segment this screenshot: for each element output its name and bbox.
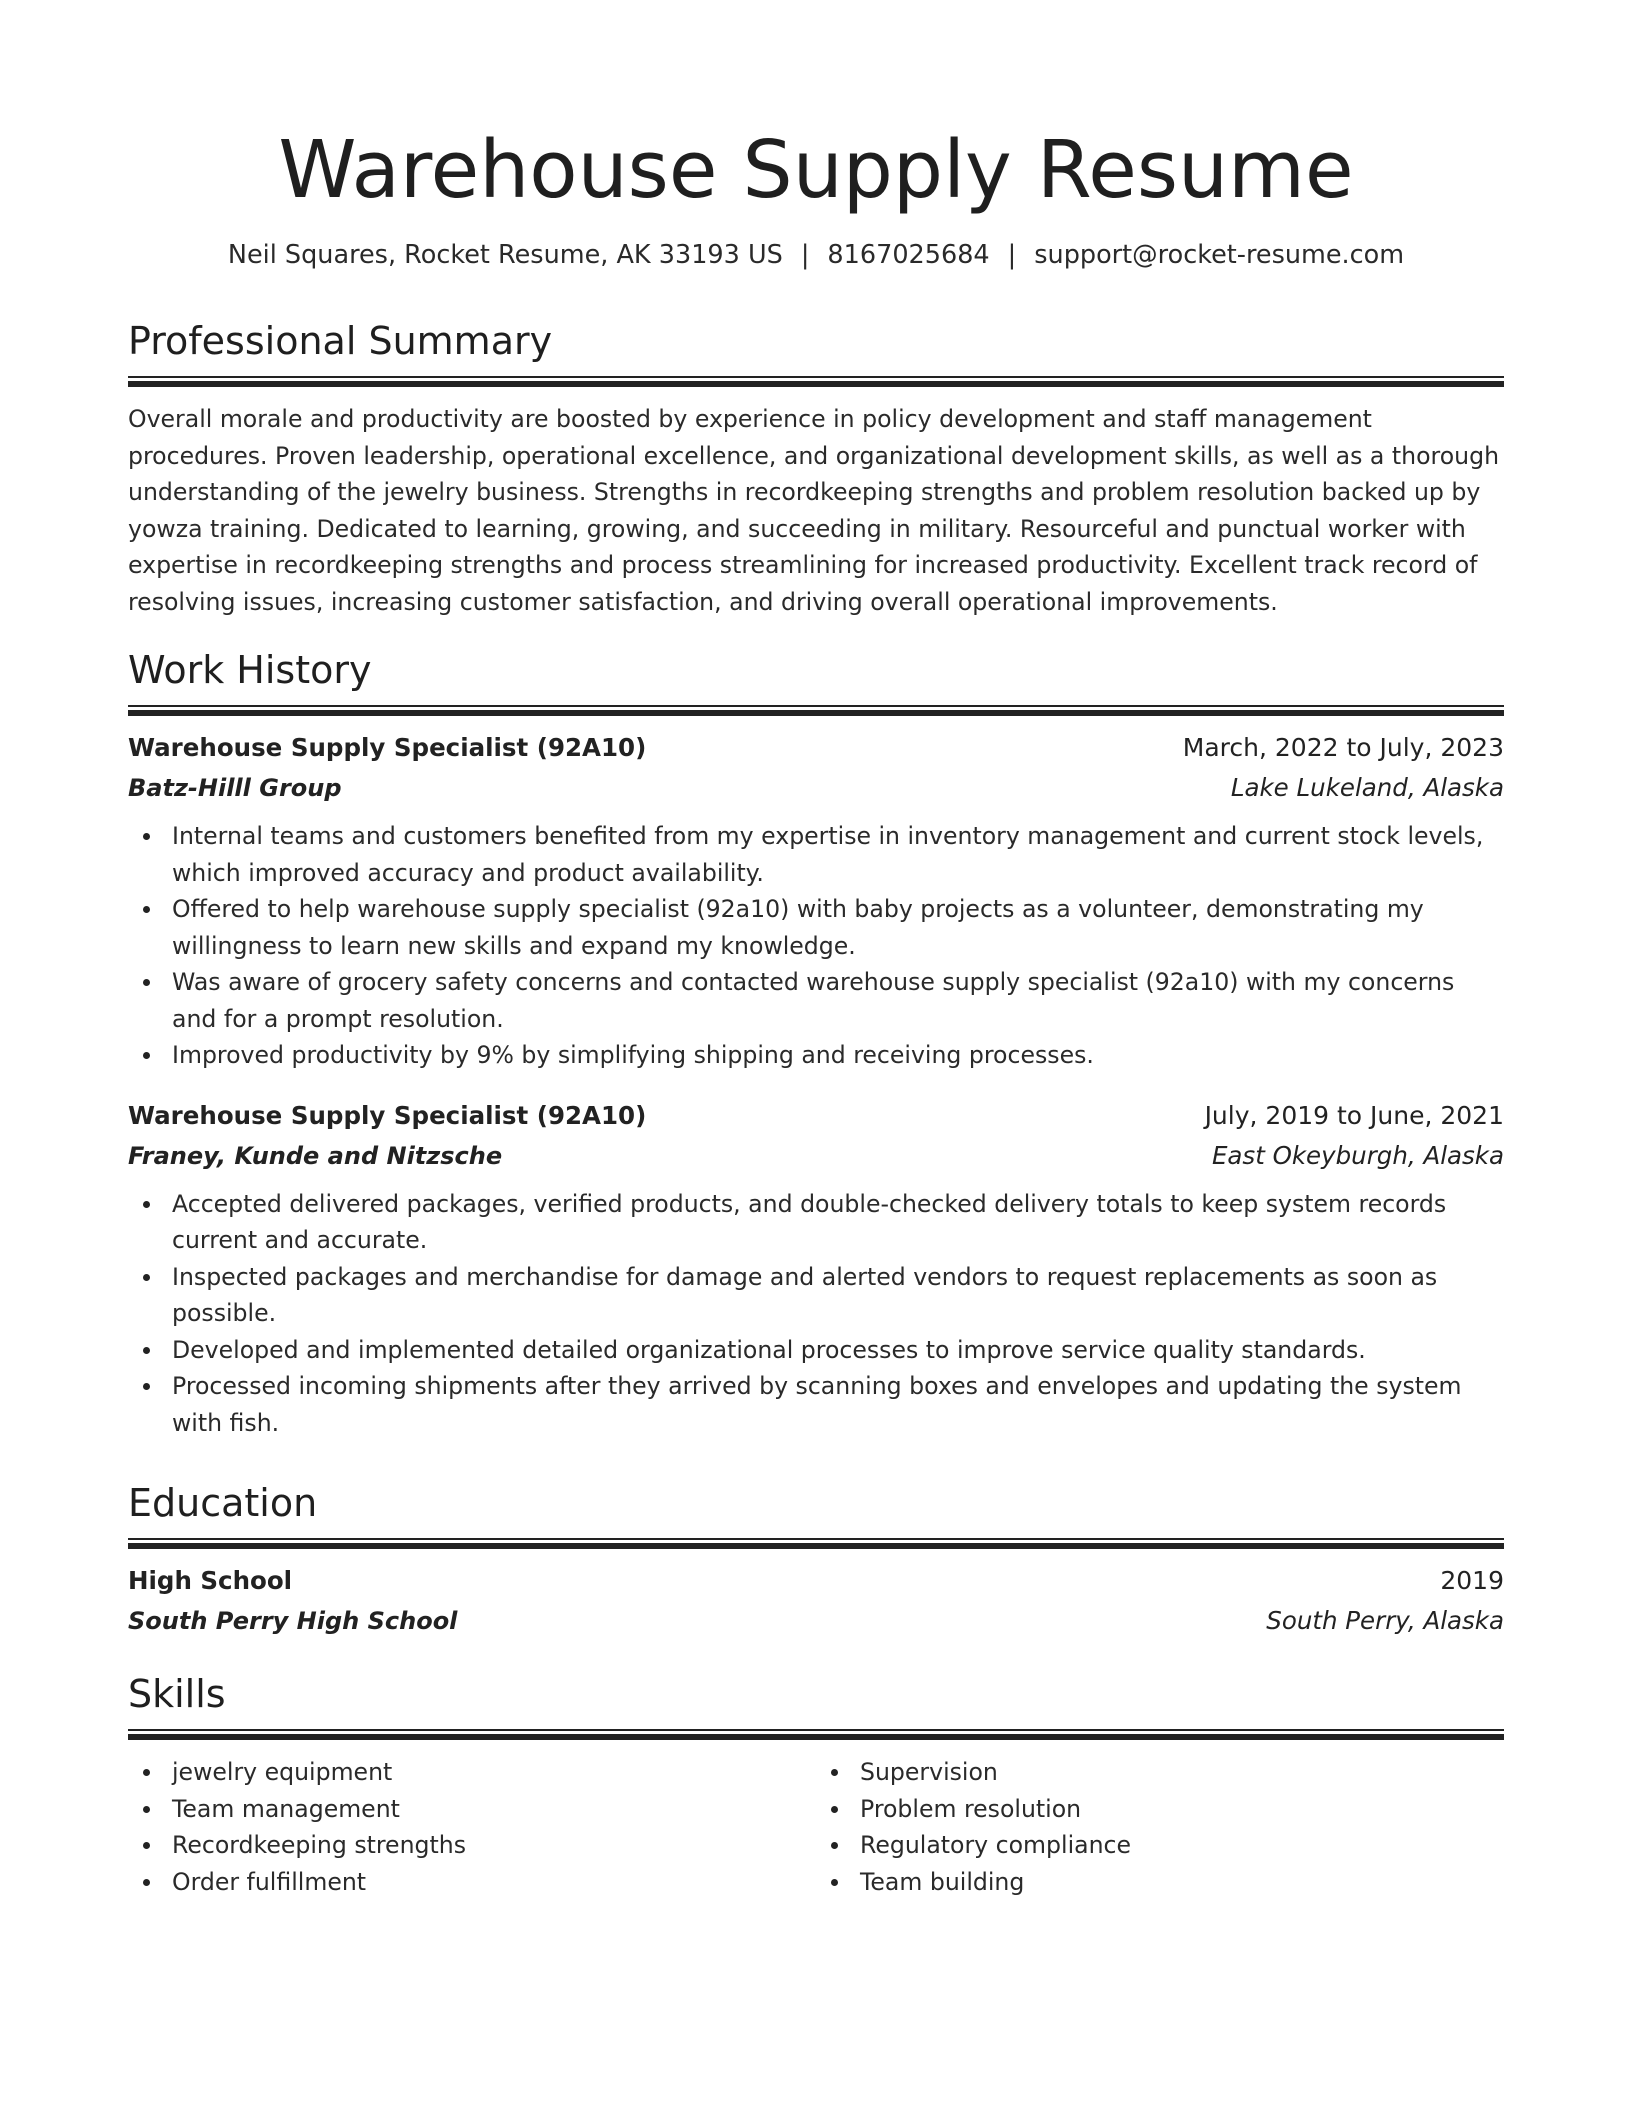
job-dates: March, 2022 to July, 2023 [1182,733,1504,762]
education-location: South Perry, Alaska [1266,1606,1504,1635]
work-history-heading: Work History [128,648,372,692]
contact-phone: 8167025684 [827,240,990,270]
job-bullets [128,1186,1504,1442]
education-section [128,1478,1504,1641]
section-divider [128,376,1504,387]
job-location: Lake Lukeland, Alaska [1230,773,1504,802]
section-divider [128,1538,1504,1549]
education-entry [128,1561,1504,1641]
skill-item: Order fulfillment [172,1864,816,1901]
job-bullet: Offered to help warehouse supply specialist (92a10) with baby projects as a volunteer, demonstrating my willingness to learn new skills and expand my knowledge. [172,891,1504,964]
job-dates: July, 2019 to June, 2021 [1204,1100,1504,1130]
skill-item: Team management [172,1791,816,1828]
job-bullet: Processed incoming shipments after they arrived by scanning boxes and envelopes and updating the system with fish. [172,1368,1504,1441]
job-company: Batz-Hilll Group [128,774,342,802]
skill-item: Recordkeeping strengths [172,1827,816,1864]
job-bullet: Developed and implemented detailed organizational processes to improve service quality standards. [172,1332,1504,1369]
work-history-section [128,645,1504,1441]
skill-item: Problem resolution [860,1791,1504,1828]
job-location: East Okeyburgh, Alaska [1211,1140,1504,1170]
contact-separator: | [1007,240,1017,270]
job-bullet: Accepted delivered packages, verified products, and double-checked delivery totals to keep system records current and accurate. [172,1186,1504,1259]
contact-separator: | [800,240,810,270]
skills-list-right [816,1754,1504,1900]
education-school: South Perry High School [128,1607,458,1635]
job-entry [128,1096,1504,1442]
job-entry [128,728,1504,1074]
summary-section [128,316,1504,620]
skill-item: Regulatory compliance [860,1827,1504,1864]
education-year: 2019 [1440,1566,1504,1595]
education-degree: High School [128,1566,293,1595]
contact-address: Neil Squares, Rocket Resume, AK 33193 US [227,240,783,270]
contact-email[interactable]: support@rocket-resume.com [1034,240,1405,270]
education-heading: Education [128,1481,318,1525]
skills-section [128,1669,1504,1900]
skills-list-left [128,1754,816,1900]
job-title: Warehouse Supply Specialist (92A10) [128,733,647,762]
resume-title: Warehouse Supply Resume [278,124,1354,216]
skills-columns [128,1754,1504,1900]
contact-line [128,237,1504,273]
job-bullet: Inspected packages and merchandise for damage and alerted vendors to request replacements as soon as possible. [172,1259,1504,1332]
section-divider [128,705,1504,716]
job-company: Franey, Kunde and Nitzsche [128,1141,503,1170]
job-bullets [128,818,1504,1074]
skill-item: jewelry equipment [172,1754,816,1791]
job-title: Warehouse Supply Specialist (92A10) [128,1100,647,1130]
skill-item: Team building [860,1864,1504,1901]
summary-text: Overall morale and productivity are boosted by experience in policy development and staff management procedures. Proven leadership, operational excellence, and organizational development skills, as well as a thorough understanding of the jewelry business. Strengths in recordkeeping strengths and problem resolution backed up by yowza training. Dedicated to learning, growing, and succeeding in military. Resourceful and punctual worker with expertise in recordkeeping strengths and process streamlining for increased productivity. Excellent track record of resolving issues, increasing customer satisfaction, and driving overall operational improvements. [128,405,1500,616]
skills-heading: Skills [128,1672,226,1716]
job-bullet: Internal teams and customers benefited from my expertise in inventory management and current stock levels, which improved accuracy and product availability. [172,818,1504,891]
skill-item: Supervision [860,1754,1504,1791]
section-divider [128,1729,1504,1740]
job-bullet: Improved productivity by 9% by simplifying shipping and receiving processes. [172,1037,1504,1074]
job-bullet: Was aware of grocery safety concerns and contacted warehouse supply specialist (92a10) with my concerns and for a prompt resolution. [172,964,1504,1037]
summary-heading: Professional Summary [128,319,553,363]
